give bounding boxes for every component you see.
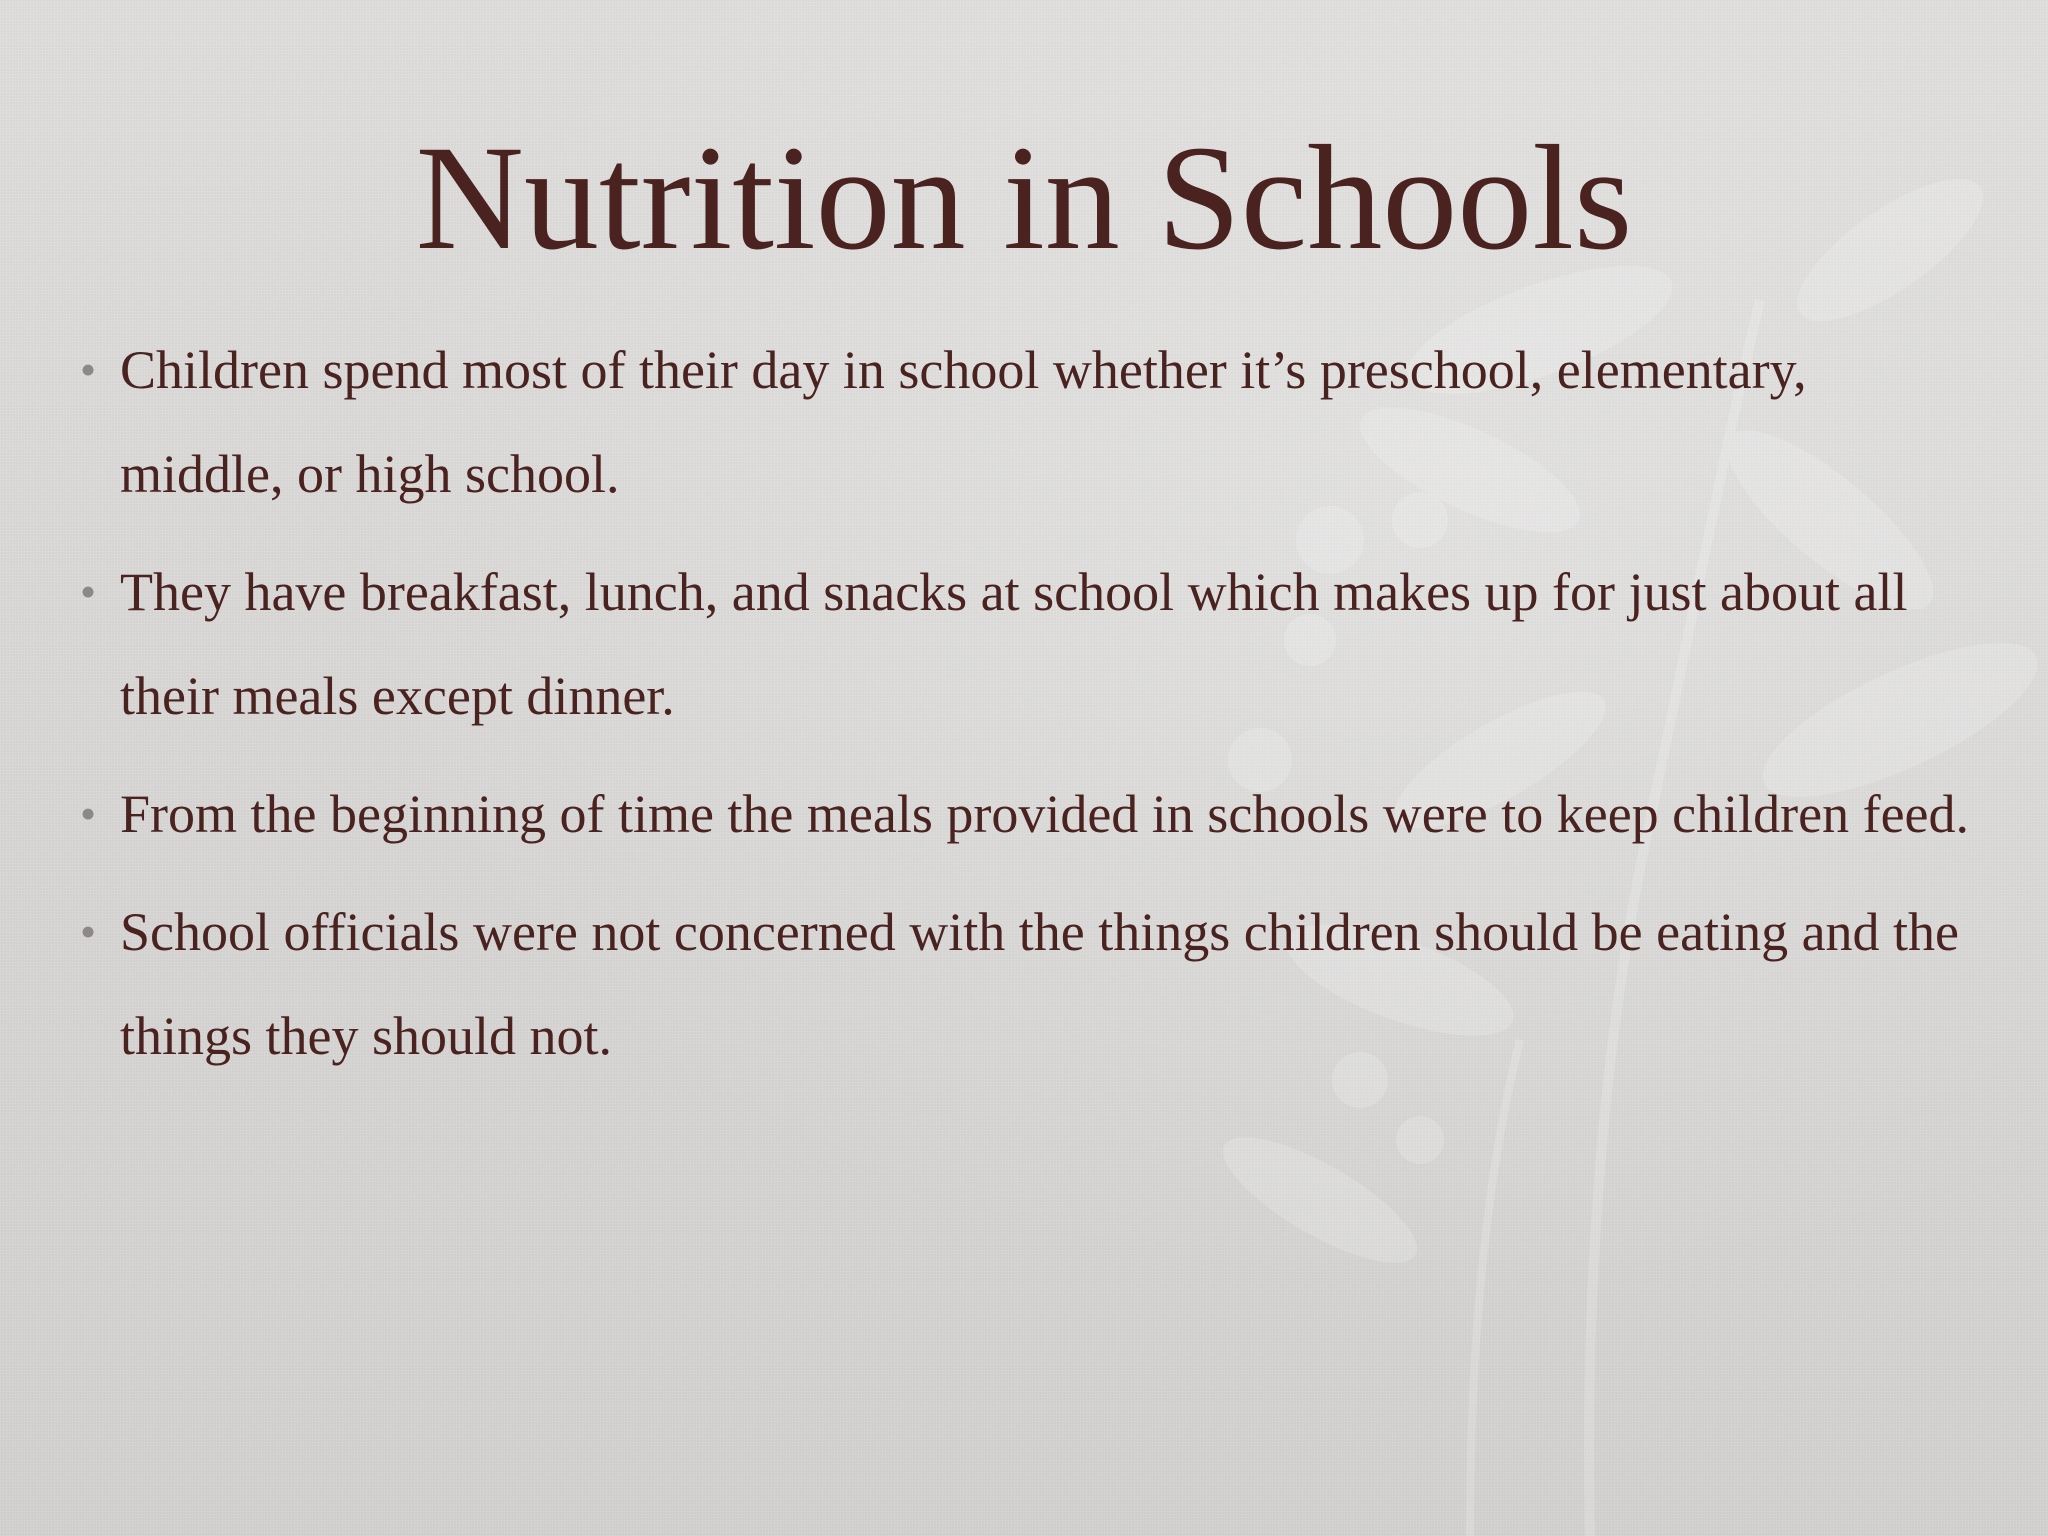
slide-title: Nutrition in Schools bbox=[415, 115, 1633, 281]
list-item bbox=[80, 762, 1980, 866]
bullet-list bbox=[80, 318, 1980, 1102]
list-item bbox=[80, 318, 1980, 526]
bullet-icon: • bbox=[80, 566, 97, 617]
list-item bbox=[80, 540, 1980, 748]
bullet-text: Children spend most of their day in school whether it’s preschool, elementary, middle, or high school. bbox=[120, 340, 1807, 504]
bullet-text: School officials were not concerned with the things children should be eating and the things they should not. bbox=[120, 902, 1960, 1066]
bullet-text: From the beginning of time the meals provided in schools were to keep children feed. bbox=[120, 784, 1969, 844]
bullet-icon: • bbox=[80, 788, 97, 839]
bullet-icon: • bbox=[80, 344, 97, 395]
bullet-icon: • bbox=[80, 906, 97, 957]
list-item bbox=[80, 880, 1980, 1088]
bullet-text: They have breakfast, lunch, and snacks at school which makes up for just about all their meals except dinner. bbox=[120, 562, 1908, 726]
